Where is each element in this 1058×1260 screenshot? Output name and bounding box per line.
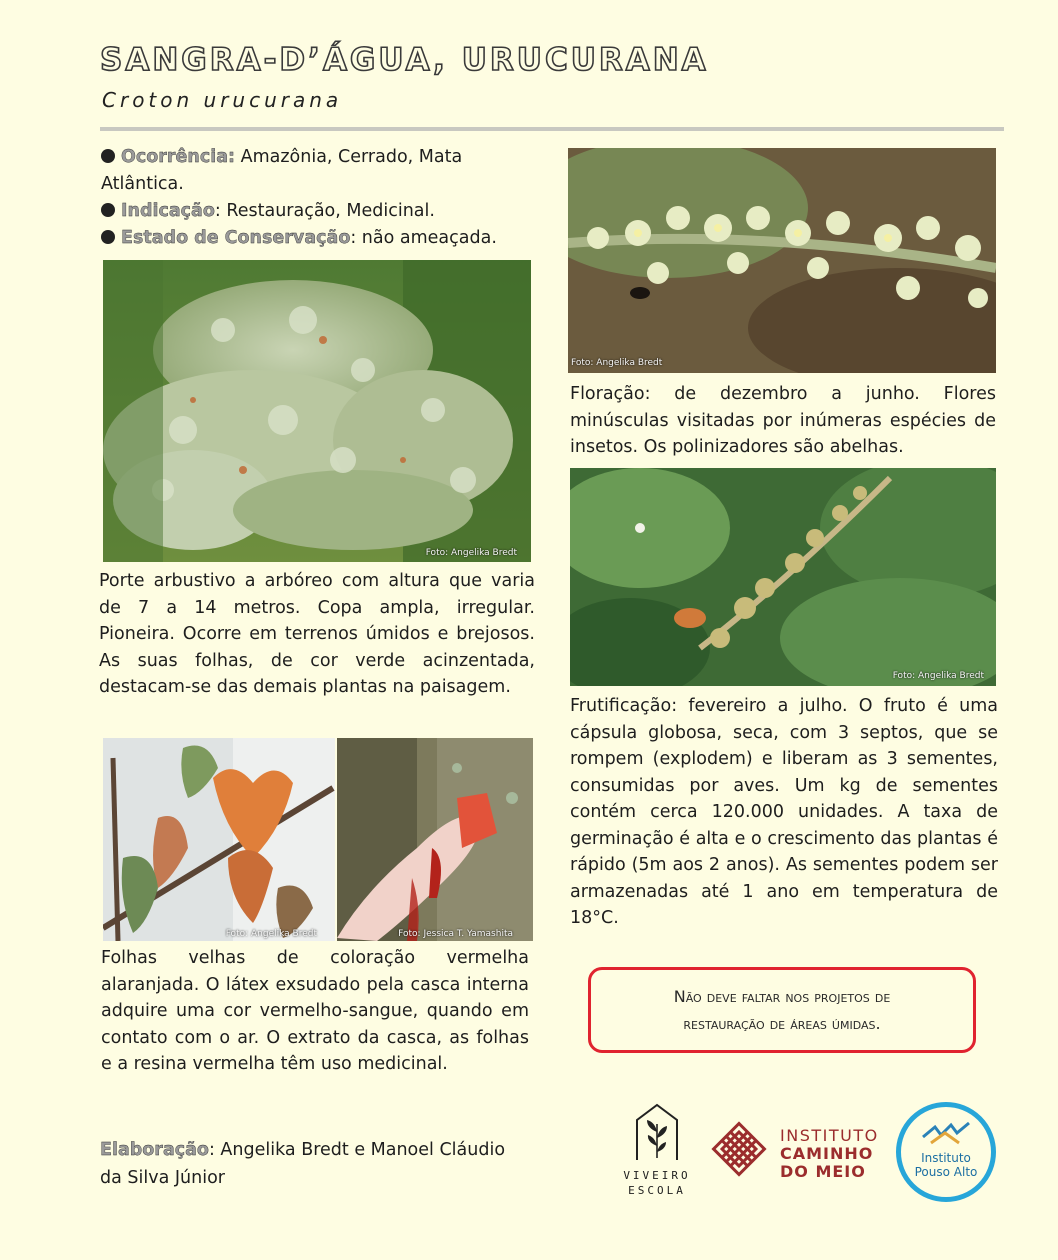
fruit-photo xyxy=(570,468,996,686)
viveiro-text-2: ESCOLA xyxy=(628,1184,686,1197)
callout-line-2: restauração de áreas úmidas. xyxy=(683,1014,881,1033)
bullet-icon xyxy=(101,149,115,163)
indication-label: Indicação xyxy=(121,201,215,221)
instituto-pouso-alto-logo xyxy=(896,1102,996,1202)
flowering-paragraph: Floração: de dezembro a junho. Flores minúsculas visitadas por inúmeras espécies de insetos. Os polinizadores são abelhas. xyxy=(570,384,996,457)
leaves-paragraph: Folhas velhas de coloração vermelha alaranjada. O látex exsudado pela casca interna adquire uma cor vermelho-sangue, quando em contato com o ar. O extrato da casca, as folhas e a resina vermelha têm uso medicinal. xyxy=(101,948,529,1074)
caminho-text-2: CAMINHO xyxy=(780,1144,874,1163)
flower-photo xyxy=(568,148,996,373)
habit-paragraph: Porte arbustivo a arbóreo com altura que varia de 7 a 14 metros. Copa ampla, irregular. Pioneira. Ocorre em terrenos úmidos e brejosos. As suas folhas, de cor verde acinzentada, destacam-se das demais plantas na paisagem. xyxy=(99,571,535,697)
occurrence-line xyxy=(101,144,521,198)
photo-credit: Foto: Angelika Bredt xyxy=(571,358,663,368)
bullet-icon xyxy=(101,203,115,217)
conservation-line xyxy=(101,225,521,252)
conservation-value: : não ameaçada. xyxy=(350,228,497,248)
birds-icon xyxy=(921,1121,971,1147)
indication-line xyxy=(101,198,521,225)
species-info xyxy=(101,144,521,252)
pouso-text-1: Instituto xyxy=(921,1151,971,1165)
viveiro-text-1: VIVEIRO xyxy=(623,1169,691,1182)
tree-photo xyxy=(103,260,531,562)
photo-credit: Foto: Angelika Bredt xyxy=(225,929,317,939)
pouso-text-2: Pouso Alto xyxy=(914,1165,978,1179)
credits-label: Elaboração xyxy=(100,1140,209,1160)
seedling-house-icon xyxy=(633,1102,681,1164)
callout-line-1: Não deve faltar nos projetos de xyxy=(673,987,891,1006)
recommendation-callout xyxy=(588,967,976,1053)
scientific-name: Croton urucurana xyxy=(102,88,343,112)
title-divider xyxy=(100,127,1004,131)
bullet-icon xyxy=(101,230,115,244)
endless-knot-icon xyxy=(708,1118,770,1180)
occurrence-value: Amazônia, Cerrado, Mata Atlântica. xyxy=(101,147,463,194)
photo-credit: Foto: Angelika Bredt xyxy=(425,548,517,558)
caminho-text-3: DO MEIO xyxy=(780,1162,866,1181)
photo-credit: Foto: Jessica T. Yamashita xyxy=(398,929,513,939)
leaf-photo xyxy=(103,738,335,941)
caminho-text-1: INSTITUTO xyxy=(780,1126,879,1145)
instituto-caminho-do-meio-logo xyxy=(708,1116,878,1196)
photo-credit: Foto: Angelika Bredt xyxy=(892,671,984,681)
viveiro-escola-logo xyxy=(620,1102,694,1202)
credits-authors: : Angelika Bredt e Manoel Cláudio da Silva Júnior xyxy=(100,1140,506,1188)
conservation-label: Estado de Conservação xyxy=(121,228,351,248)
credits xyxy=(100,1136,520,1192)
page-title: SANGRA-D’ÁGUA, URUCURANA xyxy=(100,42,709,78)
fruiting-paragraph: Frutificação: fevereiro a julho. O fruto é uma cápsula globosa, seca, com 3 septos, que se rompem (explodem) e liberam as 3 sementes, consumidas por aves. Um kg de sementes contém cerca 120.000 unidades. A taxa de germinação é alta e o crescimento das plantas é rápido (5m aos 2 anos). As sementes podem ser armazenadas até 1 ano em temperatura de 18°C. xyxy=(570,696,998,928)
indication-value: : Restauração, Medicinal. xyxy=(214,201,435,221)
latex-photo xyxy=(337,738,533,941)
occurrence-label: Ocorrência: xyxy=(121,147,236,167)
